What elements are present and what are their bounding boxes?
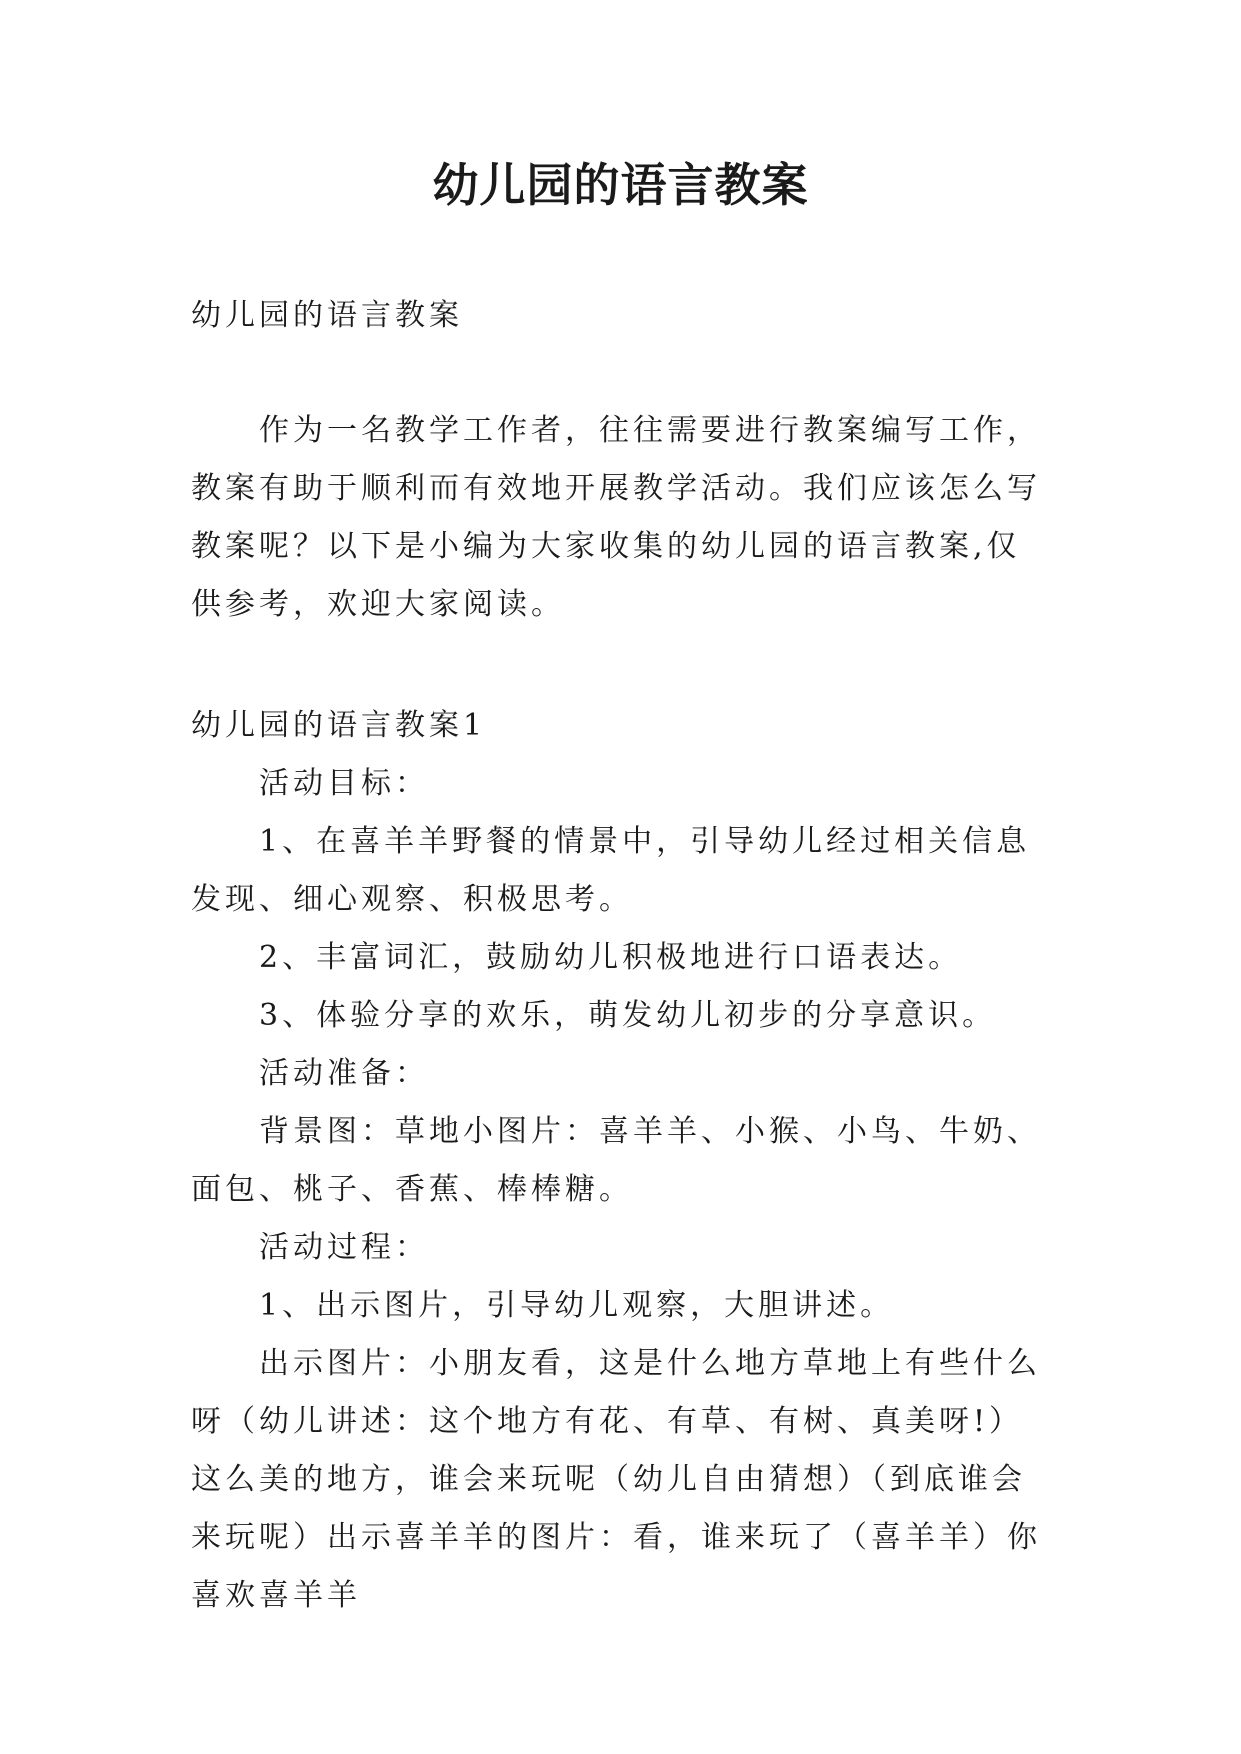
paragraph-goal-3: 3、体验分享的欢乐，萌发幼儿初步的分享意识。 xyxy=(259,998,997,1033)
paragraph-prep-heading: 活动准备： xyxy=(259,1056,429,1091)
paragraph-process-heading: 活动过程： xyxy=(259,1230,429,1265)
paragraph-process-detail: 出示图片：小朋友看，这是什么地方草地上有些什么呀（幼儿讲述：这个地方有花、有草、有树、真美呀!）这么美的地方，谁会来玩呢（幼儿自由猜想）（到底谁会来玩呢）出示喜羊羊的图片：看，谁来玩了（喜羊羊）你喜欢喜羊羊 xyxy=(191,1346,1041,1613)
paragraph-goal-2: 2、丰富词汇，鼓励幼儿积极地进行口语表达。 xyxy=(259,940,963,975)
section-1 xyxy=(191,697,1051,1625)
paragraph-prep-content: 背景图：草地小图片：喜羊羊、小猴、小鸟、牛奶、面包、桃子、香蕉、棒棒糖。 xyxy=(191,1114,1041,1207)
section-title: 幼儿园的语言教案1 xyxy=(191,708,487,743)
document-subtitle: 幼儿园的语言教案 xyxy=(191,298,463,333)
paragraph-process-step-1: 1、出示图片，引导幼儿观察，大胆讲述。 xyxy=(259,1288,895,1323)
paragraph-goal-1: 1、在喜羊羊野餐的情景中，引导幼儿经过相关信息发现、细心观察、积极思考。 xyxy=(191,824,1031,917)
intro-paragraph: 作为一名教学工作者，往往需要进行教案编写工作，教案有助于顺利而有效地开展教学活动。我们应该怎么写教案呢？以下是小编为大家收集的幼儿园的语言教案,仅供参考，欢迎大家阅读。 xyxy=(191,413,1041,622)
paragraph-goals-heading: 活动目标： xyxy=(259,766,429,801)
document-title: 幼儿园的语言教案 xyxy=(432,158,809,212)
